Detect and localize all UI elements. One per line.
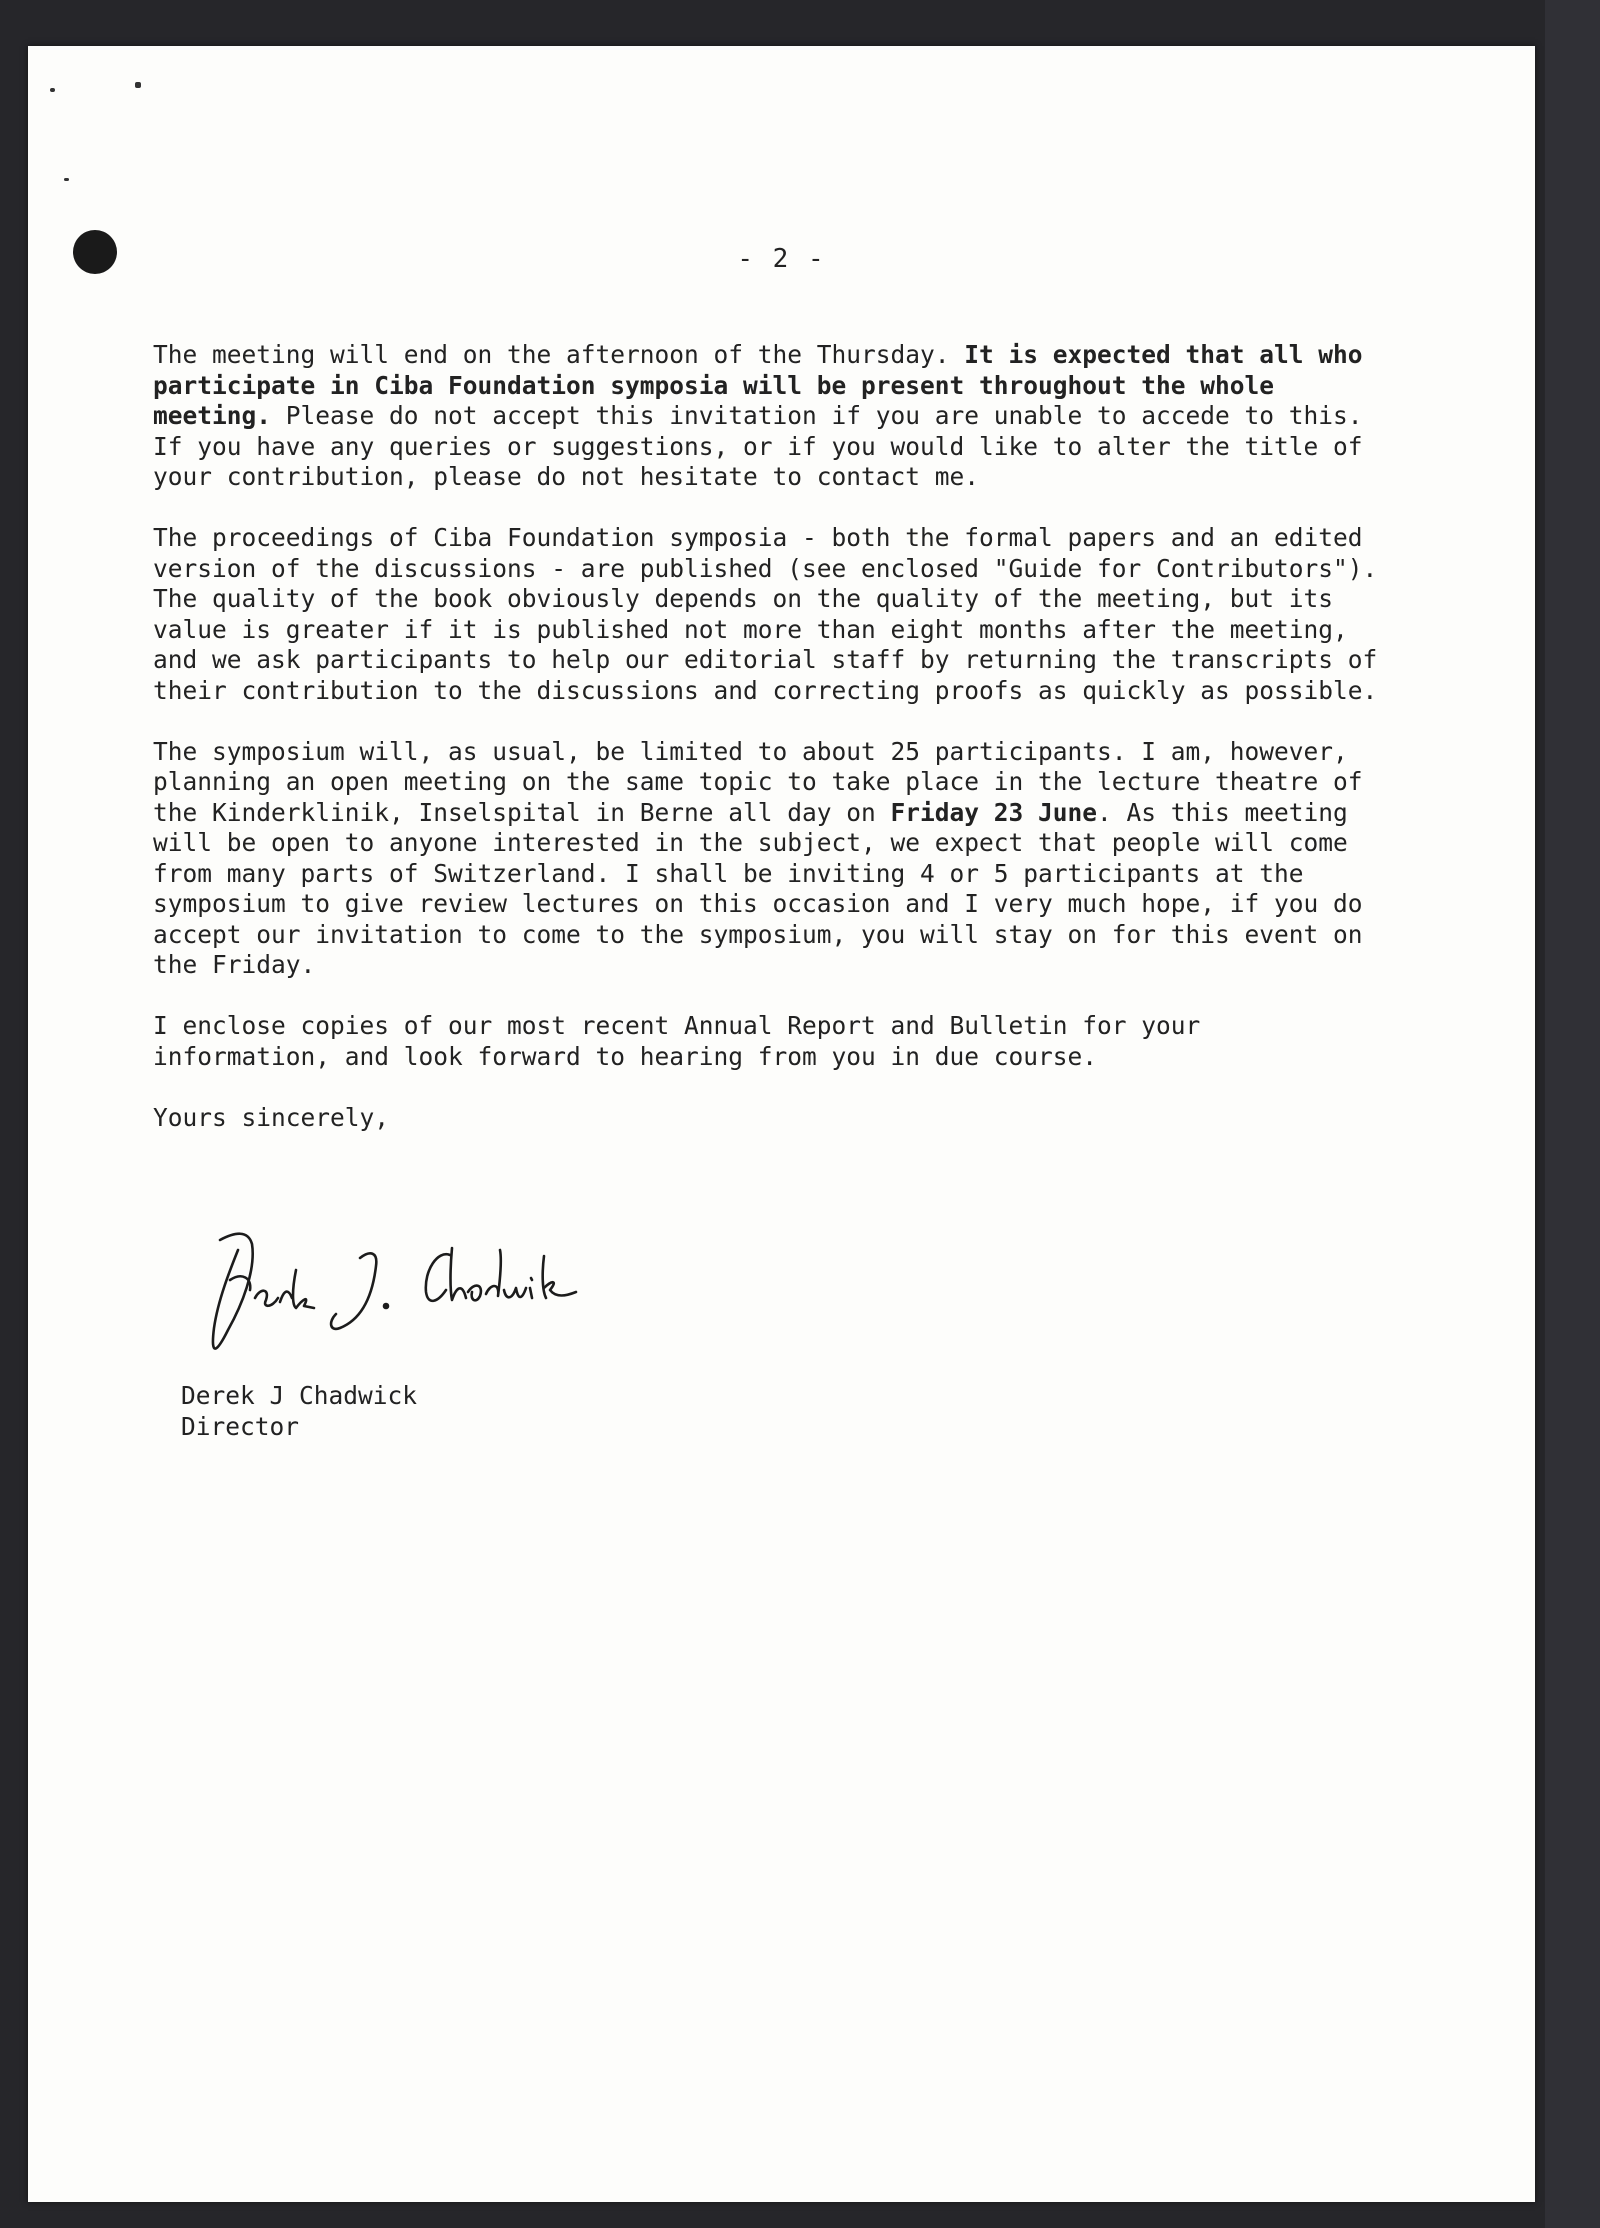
closing-salutation: Yours sincerely, xyxy=(153,1102,390,1132)
signer-block xyxy=(181,1380,417,1442)
text-run: The symposium will, as usual, be limited to about 25 participants. I am, however, planning an open meeting on the same topic to take place in the lecture theatre of the Kinderklinik, Inselspital in Berne all day on xyxy=(153,736,1363,827)
backdrop xyxy=(1545,0,1600,2228)
bold-text-run: It is expected that all who participate in Ciba Foundation symposia will be present throughout the whole meeting. xyxy=(153,340,1363,430)
paper-speck xyxy=(64,178,69,181)
text-run: . As this meeting will be open to anyone interested in the subject, we expect that people will come from many parts of Switzerland. I shall be inviting 4 or 5 participants at the symposium to give review lectures on this occasion and I very much hope, if you do accept our invitation to come to the symposium, you will stay on for this event on the Friday. xyxy=(153,797,1363,979)
paragraph xyxy=(153,737,1383,981)
signer-name: Derek J Chadwick xyxy=(181,1381,418,1410)
paper-speck xyxy=(135,82,141,88)
paragraph xyxy=(153,340,1383,493)
signer-title: Director xyxy=(181,1412,300,1441)
text-run: The meeting will end on the afternoon of the Thursday. xyxy=(153,340,965,369)
text-run: I enclose copies of our most recent Annual Report and Bulletin for your information, and look forward to hearing from you in due course. xyxy=(153,1011,1201,1071)
paragraph xyxy=(153,523,1383,706)
text-run: Please do not accept this invitation if you are unable to accede to this. If you have any queries or suggestions, or if you would like to alter the title of your contribution, please do not hesitate to contact me. xyxy=(153,401,1363,491)
bold-text-run: Friday 23 June xyxy=(890,797,1098,827)
signature xyxy=(200,1210,580,1380)
paragraph xyxy=(153,1011,1383,1072)
text-run: The proceedings of Ciba Foundation symposia - both the formal papers and an edited version of the discussions - are published (see enclosed "Guide for Contributors"). The quality of the book obviously depends on the quality of the meeting, but its value is greater if it is published not more than eight months after the meeting, and we ask participants to help our editorial staff by returning the transcripts of their contribution to the discussions and correcting proofs as quickly as possible. xyxy=(153,523,1378,705)
page-number: - 2 - xyxy=(737,244,826,274)
letter-body xyxy=(153,340,1383,1133)
paper-speck xyxy=(50,88,55,92)
